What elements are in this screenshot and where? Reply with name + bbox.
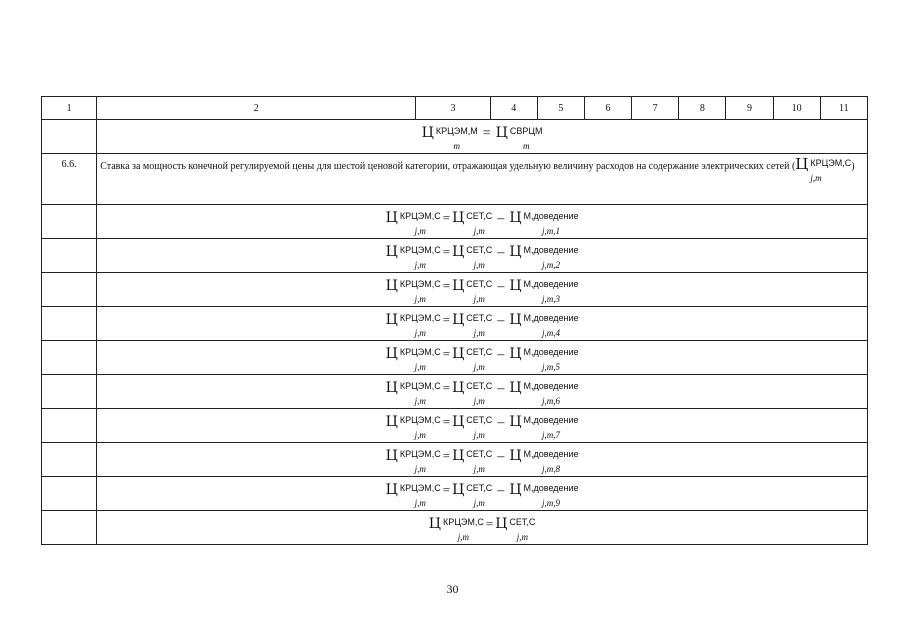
formula-symbol: Ц (385, 346, 398, 362)
formula-subscript: j,m (473, 226, 485, 236)
formula-symbol: Ц (452, 312, 465, 328)
formula-symbol: Ц (452, 210, 465, 226)
formula-symbol: Ц (509, 244, 522, 260)
formula-superscript: М,доведение (523, 245, 579, 255)
formula-scripts (523, 483, 579, 508)
formula-superscript: СЕТ,С (509, 517, 536, 527)
formula-symbol: Ц (452, 278, 465, 294)
formula-superscript: СЕТ,С (466, 211, 493, 221)
formula-subscript: j,m,2 (542, 260, 561, 270)
formula-scripts (399, 245, 441, 270)
formula-superscript: СЕТ,С (466, 347, 493, 357)
formula-scripts (399, 415, 441, 440)
empty-cell (42, 307, 97, 341)
formula (385, 210, 579, 236)
formula-subscript: j,m (414, 294, 426, 304)
formula-row-3 (42, 273, 868, 307)
formula-row-4 (42, 307, 868, 341)
formula-cell (97, 443, 868, 477)
formula-scripts (523, 449, 579, 474)
formula-operator: = (442, 448, 451, 463)
header-cell: 7 (632, 97, 679, 120)
formula-superscript: КРЦЭМ,С (399, 279, 441, 289)
formula-symbol: Ц (495, 516, 508, 532)
formula-superscript: КРЦЭМ,С (399, 245, 441, 255)
formula-subscript: j,m,7 (542, 430, 561, 440)
formula-subscript: j,m (516, 532, 529, 542)
header-cell: 9 (726, 97, 773, 120)
formula-symbol: Ц (509, 482, 522, 498)
formula-symbol: Ц (385, 448, 398, 464)
formula-cell (97, 511, 868, 545)
formula-operator: – (497, 483, 505, 498)
formula-subscript: j,m (414, 328, 426, 338)
formula-scripts (466, 347, 493, 372)
header-cell: 5 (537, 97, 584, 120)
formula-operator: = (442, 482, 451, 497)
formula-top (421, 125, 543, 151)
formula-symbol: Ц (452, 482, 465, 498)
formula-superscript: М,доведение (523, 483, 579, 493)
formula-subscript: j,m,4 (542, 328, 561, 338)
formula-operator: = (442, 346, 451, 361)
formula-scripts (442, 517, 484, 542)
empty-cell (42, 375, 97, 409)
header-cell: 1 (42, 97, 97, 120)
formula-superscript: СЕТ,С (466, 279, 493, 289)
item-description (97, 154, 868, 205)
formula-operator: – (497, 381, 505, 396)
formula-subscript: j,m (473, 294, 485, 304)
formula-superscript: КРЦЭМ,С (399, 347, 441, 357)
formula-symbol: Ц (452, 244, 465, 260)
formula-superscript: СЕТ,С (466, 449, 493, 459)
formula (385, 414, 579, 440)
formula-symbol: Ц (421, 125, 434, 141)
formula-symbol: Ц (509, 346, 522, 362)
formula-operator: – (497, 313, 505, 328)
formula-superscript: М,доведение (523, 313, 579, 323)
header-cell: 6 (584, 97, 631, 120)
empty-cell (42, 511, 97, 545)
formula-scripts (399, 313, 441, 338)
formula (428, 516, 536, 542)
formula-scripts (466, 483, 493, 508)
formula-scripts (523, 279, 579, 304)
formula-operator: = (442, 312, 451, 327)
formula-cell (97, 307, 868, 341)
formula (385, 448, 579, 474)
formula-operator: – (497, 347, 505, 362)
formula-scripts (523, 381, 579, 406)
formula-row-6 (42, 375, 868, 409)
formula-operator: = (442, 210, 451, 225)
formula-scripts (399, 483, 441, 508)
formula-row-last (42, 511, 868, 545)
formula-symbol: Ц (509, 278, 522, 294)
formula-operator: = (442, 380, 451, 395)
formula-scripts (466, 449, 493, 474)
formula-superscript: М,доведение (523, 347, 579, 357)
formula-superscript: СЕТ,С (466, 245, 493, 255)
formula-row-5 (42, 341, 868, 375)
formula-cell (97, 205, 868, 239)
formula-cell (97, 409, 868, 443)
formula-operator: – (497, 279, 505, 294)
formula-subscript: j,m (414, 260, 426, 270)
formula-superscript: СЕТ,С (466, 381, 493, 391)
formula-subscript: j,m,1 (542, 226, 561, 236)
formula-cell (97, 341, 868, 375)
empty-cell (42, 341, 97, 375)
formula-symbol: Ц (385, 380, 398, 396)
formula-subscript: j,m (414, 430, 426, 440)
formula-row-2 (42, 239, 868, 273)
formula-operator: – (497, 211, 505, 226)
formula-superscript: М,доведение (523, 415, 579, 425)
header-cell: 4 (490, 97, 537, 120)
formula-symbol: Ц (509, 414, 522, 430)
formula-scripts (466, 279, 493, 304)
empty-cell (42, 120, 97, 154)
header-cell: 10 (773, 97, 820, 120)
formula-operator: = (482, 126, 491, 141)
formula-operator: = (442, 278, 451, 293)
formula-superscript: КРЦЭМ,С (399, 483, 441, 493)
formula-scripts (523, 415, 579, 440)
header-cell: 11 (820, 97, 867, 120)
empty-cell (42, 239, 97, 273)
formula-subscript: j,m (414, 396, 426, 406)
formula-symbol: Ц (495, 125, 508, 141)
item-number: 6.6. (42, 154, 97, 205)
formula-symbol: Ц (385, 414, 398, 430)
formula-symbol: Ц (385, 278, 398, 294)
item-description-row (42, 154, 868, 205)
formula-scripts (399, 211, 441, 236)
formula-superscript: М,доведение (523, 279, 579, 289)
formula-subscript: j,m,9 (542, 498, 561, 508)
formula-subscript: j,m,5 (542, 362, 561, 372)
formula-row-9 (42, 477, 868, 511)
formula-subscript: j,m (473, 328, 485, 338)
formula-scripts (523, 347, 579, 372)
formula-subscript: j,m (414, 498, 426, 508)
empty-cell (42, 477, 97, 511)
formula-scripts (466, 381, 493, 406)
formula-symbol: Ц (509, 210, 522, 226)
empty-cell (42, 273, 97, 307)
formula-cell (97, 375, 868, 409)
item-text-end: ) (851, 161, 855, 172)
formula (385, 312, 579, 338)
formula-symbol: Ц (452, 448, 465, 464)
formula-scripts (523, 313, 579, 338)
formula-superscript: СЕТ,С (466, 483, 493, 493)
formula-operator: = (442, 414, 451, 429)
formula-symbol: Ц (428, 516, 441, 532)
formula (385, 482, 579, 508)
header-cell: 8 (679, 97, 726, 120)
formula-subscript: j,m,8 (542, 464, 561, 474)
formula-cell (97, 477, 868, 511)
formula-superscript: СЕТ,С (466, 415, 493, 425)
formula-superscript: КРЦЭМ,С (399, 313, 441, 323)
formula-superscript: СЕТ,С (466, 313, 493, 323)
formula-subscript: j,m (473, 498, 485, 508)
item-text: Ставка за мощность конечной регулируемой цены для шестой ценовой категории, отражающая удельную величину расходов на содержание электрических сетей ( (100, 161, 796, 172)
formula-subscript: j,m (414, 226, 426, 236)
formula-subscript: j,m (473, 396, 485, 406)
formula-subscript: j,m (473, 430, 485, 440)
formula-scripts (523, 211, 579, 236)
formula-subscript: j,m (414, 362, 426, 372)
formula-scripts (466, 245, 493, 270)
formula-symbol: Ц (509, 448, 522, 464)
formula-cell (97, 273, 868, 307)
formula (385, 380, 579, 406)
formula (385, 244, 579, 270)
formula-subscript: j,m (473, 362, 485, 372)
formula-subscript: j,m (414, 464, 426, 474)
formula-symbol: Ц (385, 312, 398, 328)
formula-superscript: М,доведение (523, 211, 579, 221)
formula-operator: = (485, 516, 494, 531)
formula-scripts (523, 245, 579, 270)
formula-symbol: Ц (452, 414, 465, 430)
formula-subscript: j,m (473, 260, 485, 270)
formula-cell (97, 120, 868, 154)
formula-symbol: Ц (385, 210, 398, 226)
page-number: 30 (446, 582, 459, 596)
formula-superscript: КРЦЭМ,С (399, 381, 441, 391)
formula-subscript: j,m (457, 532, 470, 542)
empty-cell (42, 205, 97, 239)
formula-superscript: СВРЦМ (509, 126, 543, 136)
empty-cell (42, 409, 97, 443)
formula (385, 278, 579, 304)
formula-operator: – (497, 449, 505, 464)
formula-superscript: КРЦЭМ,С (442, 517, 484, 527)
formula-subscript: m (522, 141, 530, 151)
item-inline-formula (795, 155, 852, 183)
formula-row-7 (42, 409, 868, 443)
formula-subscript: j,m,6 (542, 396, 561, 406)
formula-scripts (466, 415, 493, 440)
formula-row-8 (42, 443, 868, 477)
formula-scripts (399, 449, 441, 474)
header-cell: 3 (416, 97, 490, 120)
formula-operator: – (497, 245, 505, 260)
formula-scripts (399, 279, 441, 304)
formula-symbol: Ц (452, 346, 465, 362)
formula-superscript: КРЦЭМ,С (810, 158, 852, 168)
empty-cell (42, 443, 97, 477)
formula-superscript: КРЦЭМ,С (399, 211, 441, 221)
formula-scripts (399, 381, 441, 406)
formula-subscript: m (453, 141, 461, 151)
formula-cell (97, 239, 868, 273)
formula-superscript: КРЦЭМ,С (399, 415, 441, 425)
formula-operator: = (442, 244, 451, 259)
formula-subscript: j,m,3 (542, 294, 561, 304)
formula-scripts (466, 313, 493, 338)
formula-symbol: Ц (509, 312, 522, 328)
formula-symbol: Ц (795, 155, 809, 173)
formula-superscript: М,доведение (523, 381, 579, 391)
tariff-table (41, 96, 868, 545)
formula-superscript: М,доведение (523, 449, 579, 459)
formula-row-1 (42, 205, 868, 239)
formula-scripts (509, 517, 536, 542)
formula-scripts (466, 211, 493, 236)
formula-subscript: j,m (473, 464, 485, 474)
formula-superscript: КРЦЭМ,М (435, 126, 478, 136)
formula-superscript: КРЦЭМ,С (399, 449, 441, 459)
formula-symbol: Ц (509, 380, 522, 396)
formula-symbol: Ц (452, 380, 465, 396)
formula-symbol: Ц (385, 244, 398, 260)
formula-row-top (42, 120, 868, 154)
formula-symbol: Ц (385, 482, 398, 498)
formula-subscript: j,m (810, 173, 822, 183)
header-cell: 2 (97, 97, 416, 120)
formula-operator: – (497, 415, 505, 430)
header-row (42, 97, 868, 120)
formula-scripts (399, 347, 441, 372)
formula (385, 346, 579, 372)
